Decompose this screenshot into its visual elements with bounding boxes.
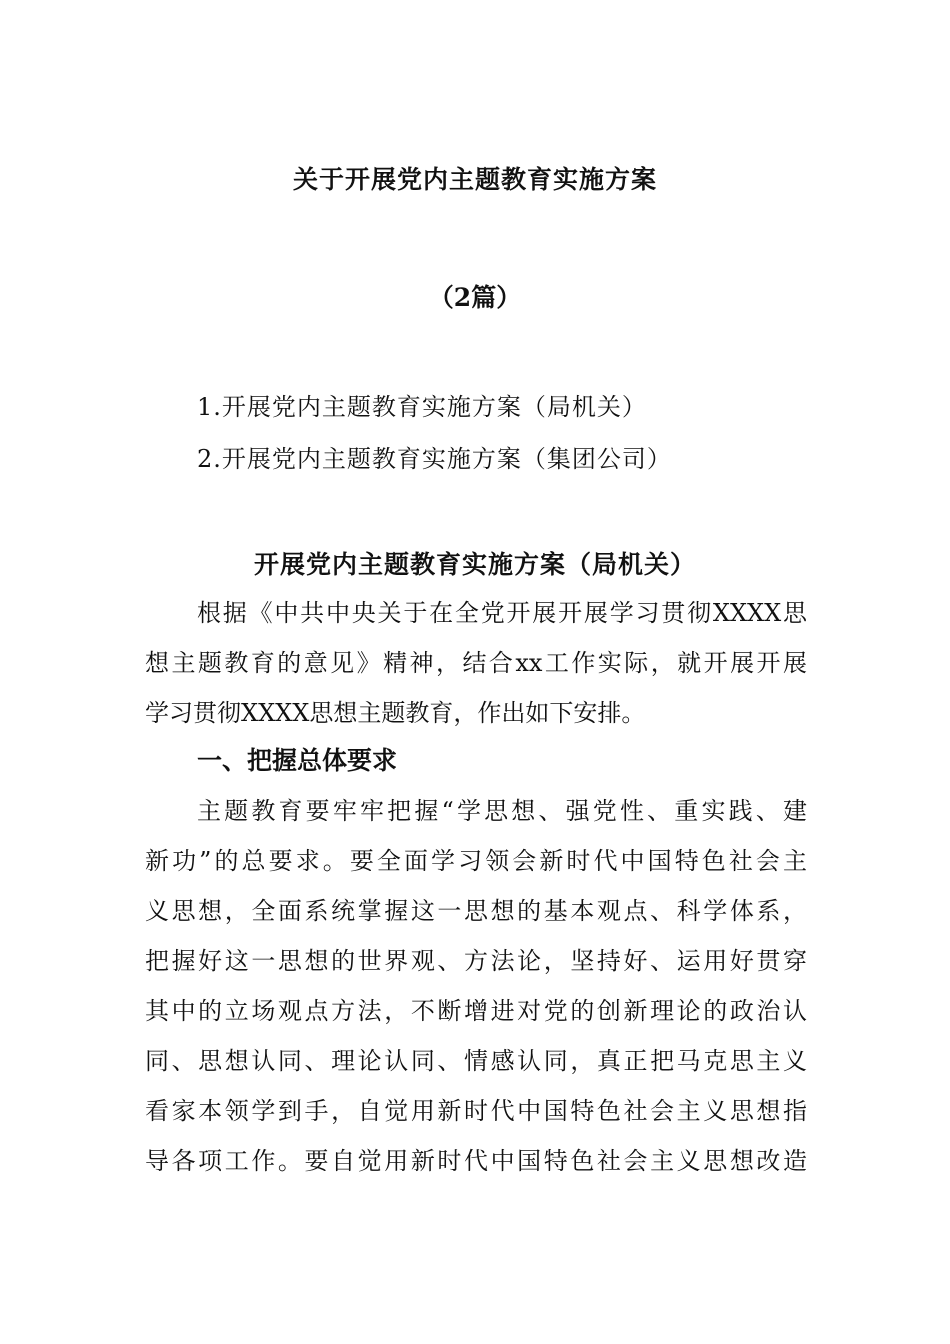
section-title: 开展党内主题教育实施方案（局机关）: [253, 550, 696, 579]
toc-item: 2.开展党内主题教育实施方案（集团公司）: [197, 445, 672, 473]
paragraph-intro: [145, 588, 807, 738]
paragraph-line: 看家本领学到手，自觉用新时代中国特色社会主义思想指: [145, 1097, 807, 1125]
table-of-contents: [197, 392, 817, 496]
paragraph-line: 义思想，全面系统掌握这一思想的基本观点、科学体系，: [145, 897, 807, 925]
paragraph-line: 同、思想认同、理论认同、情感认同，真正把马克思主义: [145, 1047, 807, 1075]
document-title: 关于开展党内主题教育实施方案: [292, 165, 657, 194]
paragraph-line: 根据《中共中央关于在全党开展开展学习贯彻XXXX思: [197, 599, 807, 627]
heading-overall-requirements: 一、把握总体要求: [197, 746, 398, 775]
paragraph-line: 学习贯彻XXXX思想主题教育，作出如下安排。: [145, 699, 646, 727]
paragraph-line: 其中的立场观点方法，不断增进对党的创新理论的政治认: [145, 997, 807, 1025]
paragraph-line: 导各项工作。要自觉用新时代中国特色社会主义思想改造: [145, 1147, 807, 1175]
paragraph-line: 想主题教育的意见》精神，结合xx工作实际，就开展开展: [145, 649, 807, 677]
toc-item: 1.开展党内主题教育实施方案（局机关）: [197, 393, 647, 421]
paragraph-requirements: [145, 786, 807, 1186]
paragraph-line: 主题教育要牢牢把握“学思想、强党性、重实践、建: [197, 797, 807, 825]
paragraph-line: 新功”的总要求。要全面学习领会新时代中国特色社会主: [145, 847, 807, 875]
document-subtitle: （2篇）: [428, 283, 522, 312]
paragraph-line: 把握好这一思想的世界观、方法论，坚持好、运用好贯穿: [145, 947, 807, 975]
